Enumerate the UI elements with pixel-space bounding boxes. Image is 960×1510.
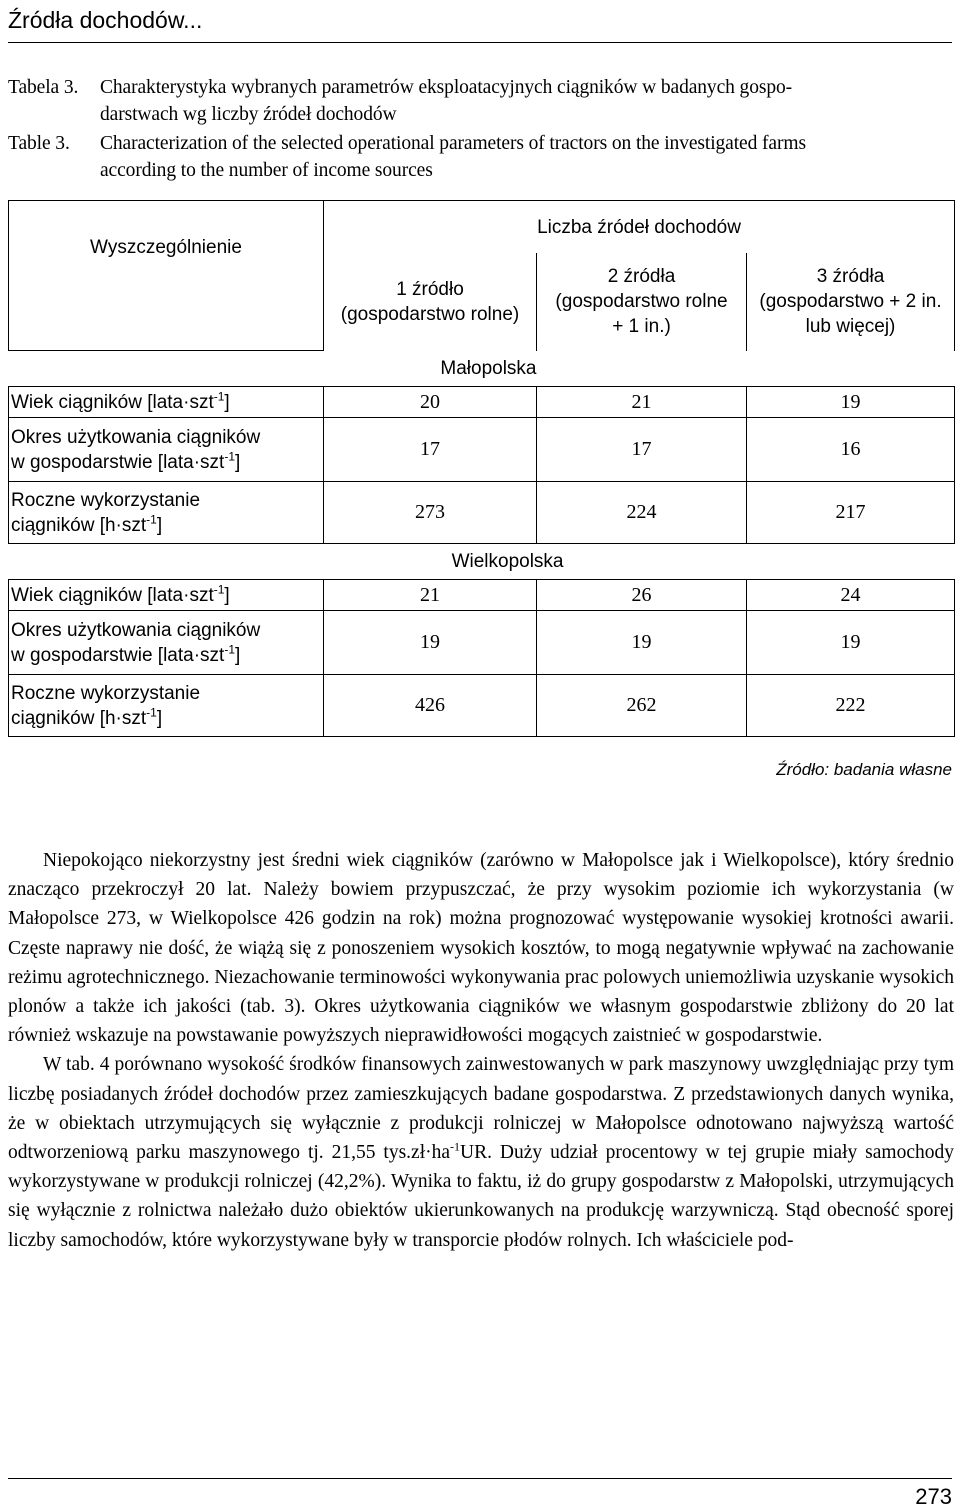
- table-row: [9, 675, 955, 737]
- header-divider: [8, 42, 952, 43]
- running-header: Źródła dochodów...: [8, 7, 203, 33]
- table-cell: 273: [324, 482, 537, 544]
- source-detail: (gospodarstwo rolne): [340, 303, 520, 325]
- source-detail: (gospodarstwo rolne + 1 in.): [555, 291, 728, 337]
- row-label: Okres użytkowania ciągników w gospodarstwie [lata·szt$^{-1}$]: [9, 611, 324, 675]
- row-label: Roczne wykorzystanie ciągników [h·szt$^{-1}$]: [9, 675, 324, 737]
- caption-text-line2: darstwach wg liczby źródeł dochodów: [100, 104, 397, 125]
- footer-divider: [8, 1478, 952, 1479]
- source-name: 2 źródła: [607, 266, 676, 287]
- group-header-income-sources: Liczba źródeł dochodów: [324, 201, 955, 253]
- caption-label: Tabela 3.: [8, 77, 79, 98]
- table-row: [9, 611, 955, 675]
- region-spacer: [9, 544, 324, 580]
- page-number: 273: [915, 1484, 952, 1509]
- table-cell: 24: [747, 580, 955, 611]
- table-caption-polish: [8, 74, 958, 128]
- table-cell: 426: [324, 675, 537, 737]
- table-row: [9, 387, 955, 418]
- table-row: [9, 482, 955, 544]
- header-source-2: [537, 253, 747, 351]
- row-label: Wiek ciągników [lata·szt$^{-1}$]: [9, 580, 324, 611]
- body-text: [8, 846, 954, 1255]
- table-cell: 19: [537, 611, 747, 675]
- region-spacer: [9, 351, 324, 387]
- region-row-wielkopolska: [324, 544, 955, 580]
- table-cell: 21: [537, 387, 747, 418]
- column-header-item: Wyszczególnienie: [9, 201, 324, 351]
- table-cell: 222: [747, 675, 955, 737]
- row-label: Wiek ciągników [lata·szt$^{-1}$]: [9, 387, 324, 418]
- table-cell: 21: [324, 580, 537, 611]
- paragraph: Niepokojąco niekorzystny jest średni wiek ciągników (zarówno w Małopolsce jak i Wielkopolsce), który średnio znacząco przekroczył 20 lat. Należy bowiem przypuszczać, że przy wysokim poziomie ich wykorzystania (w Małopolsce 273, w Wielkopolsce 426 godzin na rok) można prognozować występowanie wysokiej krotności awarii. Częste naprawy nie dość, że wiążą się z ponoszeniem wysokich kosztów, to mogą negatywnie wpływać na zachowanie reżimu agrotechnicznego. Niezachowanie terminowości wykonywania prac polowych uniemożliwia uzyskanie wysokich plonów a także ich jakości (tab. 3). Okres użytkowania ciągników we własnym gospodarstwie zbliżony do 20 lat również wskazuje na powstawanie powyższych nieprawidłowości mogących zaistnieć w gospodarstwie.: [8, 850, 954, 1047]
- source-name: 3 źródła: [816, 266, 885, 287]
- table-row: [9, 580, 955, 611]
- table-cell: 217: [747, 482, 955, 544]
- header-source-3: [747, 253, 955, 351]
- region-name: Małopolska: [440, 357, 537, 379]
- row-label: Roczne wykorzystanie ciągników [h·szt$^{-1}$]: [9, 482, 324, 544]
- table-cell: 224: [537, 482, 747, 544]
- table-cell: 26: [537, 580, 747, 611]
- region-row-malopolska: [324, 351, 955, 387]
- source-detail: (gospodarstwo + 2 in. lub więcej): [759, 291, 942, 337]
- table-cell: 19: [324, 611, 537, 675]
- paragraph: W tab. 4 porównano wysokość środków finansowych zainwestowanych w park maszynowy uwzględniając przy tym liczbę posiadanych źródeł dochodów przez zamieszkujących badane gospodarstwa. Z przedstawionych danych wynika, że w obiektach utrzymujących się wyłącznie z produkcji rolniczej w Małopolsce odnotowano najwyższą wartość odtworzeniową parku maszynowego tj. 21,55 $tys.zł\cdot ha^{-1}UR$. Duży udział procentowy w tej grupie miały samochody wykorzystywane w produkcji rolniczej (42,2%). Wynika to faktu, iż do grupy gospodarstw z Małopolski, utrzymujących się wyłącznie z rolnictwa należało dużo obiektów ukierunkowanych na produkcję warzywniczą. Stąd obecność sporej liczby samochodów, które wykorzystywane były w transporcie płodów rolnych. Ich właściciele pod-: [8, 1054, 954, 1251]
- source-name: 1 źródło: [396, 278, 464, 300]
- caption-label: Table 3.: [8, 133, 70, 154]
- table-cell: 19: [747, 611, 955, 675]
- caption-text-line1: Characterization of the selected operational parameters of tractors on the investigated farms: [100, 133, 806, 154]
- caption-text-line2: according to the number of income sources: [100, 160, 433, 181]
- tractor-parameters-table: [8, 200, 955, 737]
- table-cell: 17: [537, 418, 747, 482]
- header-source-1: [324, 253, 537, 351]
- table-cell: 19: [747, 387, 955, 418]
- table-cell: 16: [747, 418, 955, 482]
- table-caption-english: [8, 130, 958, 184]
- table-cell: 17: [324, 418, 537, 482]
- table-cell: 20: [324, 387, 537, 418]
- table-source-note: Źródło: badania własne: [776, 760, 952, 779]
- caption-text-line1: Charakterystyka wybranych parametrów eksploatacyjnych ciągników w badanych gospo-: [100, 77, 793, 98]
- region-name: Wielkopolska: [451, 551, 564, 572]
- table-row: [9, 418, 955, 482]
- table-cell: 262: [537, 675, 747, 737]
- row-label: Okres użytkowania ciągników w gospodarstwie [lata·szt$^{-1}$]: [9, 418, 324, 482]
